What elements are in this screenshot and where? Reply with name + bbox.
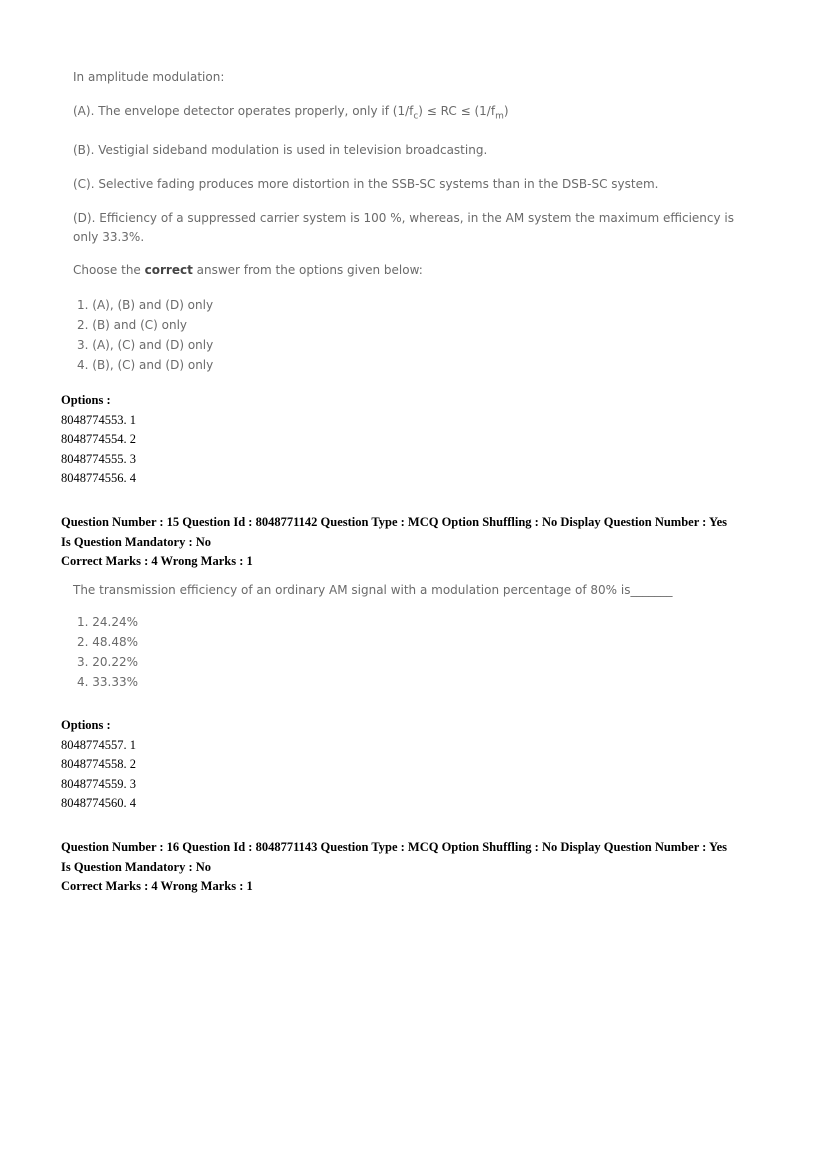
q14-choice-2: 2. (B) and (C) only: [77, 318, 188, 333]
q14-choice-4: 4. (B), (C) and (D) only: [77, 358, 214, 373]
q15-choice-2: 2. 48.48%: [77, 635, 139, 649]
q14-choice-list: [73, 295, 753, 375]
q15-header: [61, 513, 727, 572]
q15-choice-1: 1. 24.24%: [77, 615, 139, 629]
q15-choice-3: 3. 20.22%: [77, 655, 139, 669]
q16-header-line1: Question Number : 16 Question Id : 8048771143 Question Type : MCQ Option Shuffling : No Display Question Number : Yes: [61, 840, 728, 854]
q14-choice-3: 3. (A), (C) and (D) only: [77, 338, 214, 353]
q16-header-line3: Correct Marks : 4 Wrong Marks : 1: [61, 879, 253, 893]
q16-header: [61, 838, 727, 897]
question-15-body: [73, 581, 753, 692]
q15-options: [61, 716, 136, 814]
q14-option-2: 8048774554. 2: [61, 432, 136, 446]
q14-option-3: 8048774555. 3: [61, 451, 136, 466]
q16-header-line2: Is Question Mandatory : No: [61, 859, 212, 874]
q14-stem: In amplitude modulation:: [73, 70, 225, 84]
q14-statement-b: (B). Vestigial sideband modulation is used in television broadcasting.: [73, 143, 488, 158]
q15-option-2: 8048774558. 2: [61, 757, 136, 771]
q14-choice-1: 1. (A), (B) and (D) only: [77, 298, 214, 313]
q14-options-label: Options :: [61, 393, 111, 407]
q15-header-line2: Is Question Mandatory : No: [61, 534, 212, 549]
q15-stem: The transmission efficiency of an ordinary AM signal with a modulation percentage of 80% is_______: [73, 583, 673, 597]
question-14-body: [73, 68, 753, 375]
q15-header-line3: Correct Marks : 4 Wrong Marks : 1: [61, 554, 253, 568]
q14-option-1: 8048774553. 1: [61, 412, 136, 427]
q15-option-4: 8048774560. 4: [61, 796, 136, 810]
q14-option-4: 8048774556. 4: [61, 471, 136, 485]
q14-statement-c: (C). Selective fading produces more distortion in the SSB-SC systems than in the DSB-SC system.: [73, 177, 659, 192]
q15-choice-4: 4. 33.33%: [77, 675, 139, 689]
q15-options-label: Options :: [61, 718, 111, 732]
q14-statement-d: (D). Efficiency of a suppressed carrier system is 100 %, whereas, in the AM system the maximum efficiency is only 33.3%.: [73, 211, 734, 245]
q15-option-3: 8048774559. 3: [61, 776, 136, 791]
q14-statement-a: (A). The envelope detector operates properly, only if $(1/f_c)$ ≤ RC ≤ $(1/f_m)$: [73, 104, 509, 122]
q14-instruction: Choose the correct answer from the options given below:: [73, 263, 423, 278]
q15-header-line1: Question Number : 15 Question Id : 8048771142 Question Type : MCQ Option Shuffling : No Display Question Number : Yes: [61, 515, 728, 529]
q15-option-1: 8048774557. 1: [61, 737, 136, 752]
q14-options: [61, 391, 136, 489]
q15-choice-list: [73, 612, 753, 692]
